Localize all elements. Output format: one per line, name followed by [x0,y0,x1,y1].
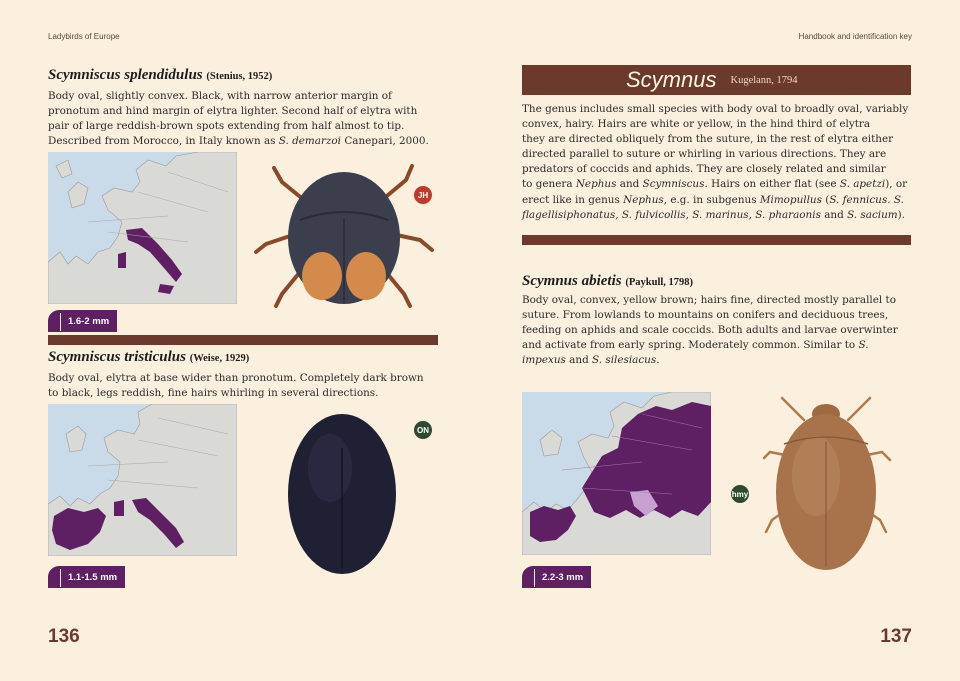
species-name: Scymniscus tristiculus [48,349,186,365]
desc-line: impexus and S. silesiacus. [522,354,660,367]
desc-line: pronotum and hind margin of elytra lighter. Second half of elytra with [48,105,418,118]
size-label: 1.1-1.5 mm [48,566,125,588]
species-description-abietis [522,293,898,368]
page-number-left: 136 [48,626,80,647]
desc-line: erect like in genus Nephus, e.g. in subgenus Mimopullus (S. fennicus. S. [522,193,904,206]
desc-line: they are directed obliquely from the suture, in the rest of elytra either [522,133,894,146]
page-number-right: 137 [880,626,912,647]
beetle-photo-abietis [762,396,892,576]
species-title-abietis [522,273,693,290]
ruler-icon [522,566,536,588]
desc-line: to black, legs reddish, fine hairs whirling in several directions. [48,387,379,400]
desc-line: Body oval, slightly convex. Black, with narrow anterior margin of [48,90,392,102]
genus-author: Kugelann, 1794 [730,74,798,86]
distribution-map [48,152,237,304]
photographer-badge: ON [414,421,432,439]
desc-line: Described from Morocco, in Italy known as S. demarzoi Canepari, 2000. [48,135,429,148]
running-head-right: Handbook and identification key [798,32,912,41]
species-author: (Stenius, 1952) [206,71,273,82]
section-divider [522,235,911,245]
photographer-badge: JH [414,186,432,204]
ruler-icon [48,310,62,332]
size-label: 1.6-2 mm [48,310,117,332]
beetle-photo-splendidulus [252,160,438,310]
species-author: (Weise, 1929) [189,353,250,364]
beetle-photo-tristiculus [282,408,402,580]
desc-line: feeding on aphids and scale coccids. Both adults and larvae overwinter [522,324,898,337]
desc-line: directed parallel to suture or whirling in various directions. They are [522,148,887,161]
species-description-tristiculus [48,371,424,401]
desc-line: predators of coccids and aphids. They are closely related and similar [522,163,886,176]
desc-line: flagellisiphonatus, S. fulvicollis, S. marinus, S. pharaonis and S. sacium). [522,208,905,221]
right-page [480,0,960,681]
genus-description [522,102,908,223]
desc-line: The genus includes small species with body oval to broadly oval, variably [522,103,909,115]
species-author: (Paykull, 1798) [625,277,694,288]
size-label: 2.2-3 mm [522,566,591,588]
desc-line: and activate from early spring. Moderately common. Similar to S. [522,339,869,352]
ruler-icon [48,566,62,588]
desc-line: convex, hairy. Hairs are white or yellow, in the hind third of elytra [522,118,871,131]
desc-line: Body oval, elytra at base wider than pronotum. Completely dark brown [48,372,424,384]
running-head-left: Ladybirds of Europe [48,32,120,41]
section-divider [48,335,438,345]
species-title-tristiculus [48,349,249,366]
desc-line: suture. From lowlands to mountains on conifers and deciduous trees, [522,309,889,322]
species-title-splendidulus [48,67,272,84]
genus-name: Scymnus [626,67,717,92]
species-name: Scymnus abietis [522,273,622,289]
species-name: Scymniscus splendidulus [48,67,203,83]
distribution-map [522,392,711,555]
desc-line: to genera Nephus and Scymniscus. Hairs on either flat (see S. apetzi), or [522,178,908,191]
distribution-map [48,404,237,556]
species-description-splendidulus [48,89,429,149]
desc-line: pair of large reddish-brown spots extending from half almost to tip. [48,120,405,133]
photographer-badge: hmy [731,485,749,503]
desc-line: Body oval, convex, yellow brown; hairs fine, directed mostly parallel to [522,294,896,306]
genus-header-bar [522,65,911,95]
